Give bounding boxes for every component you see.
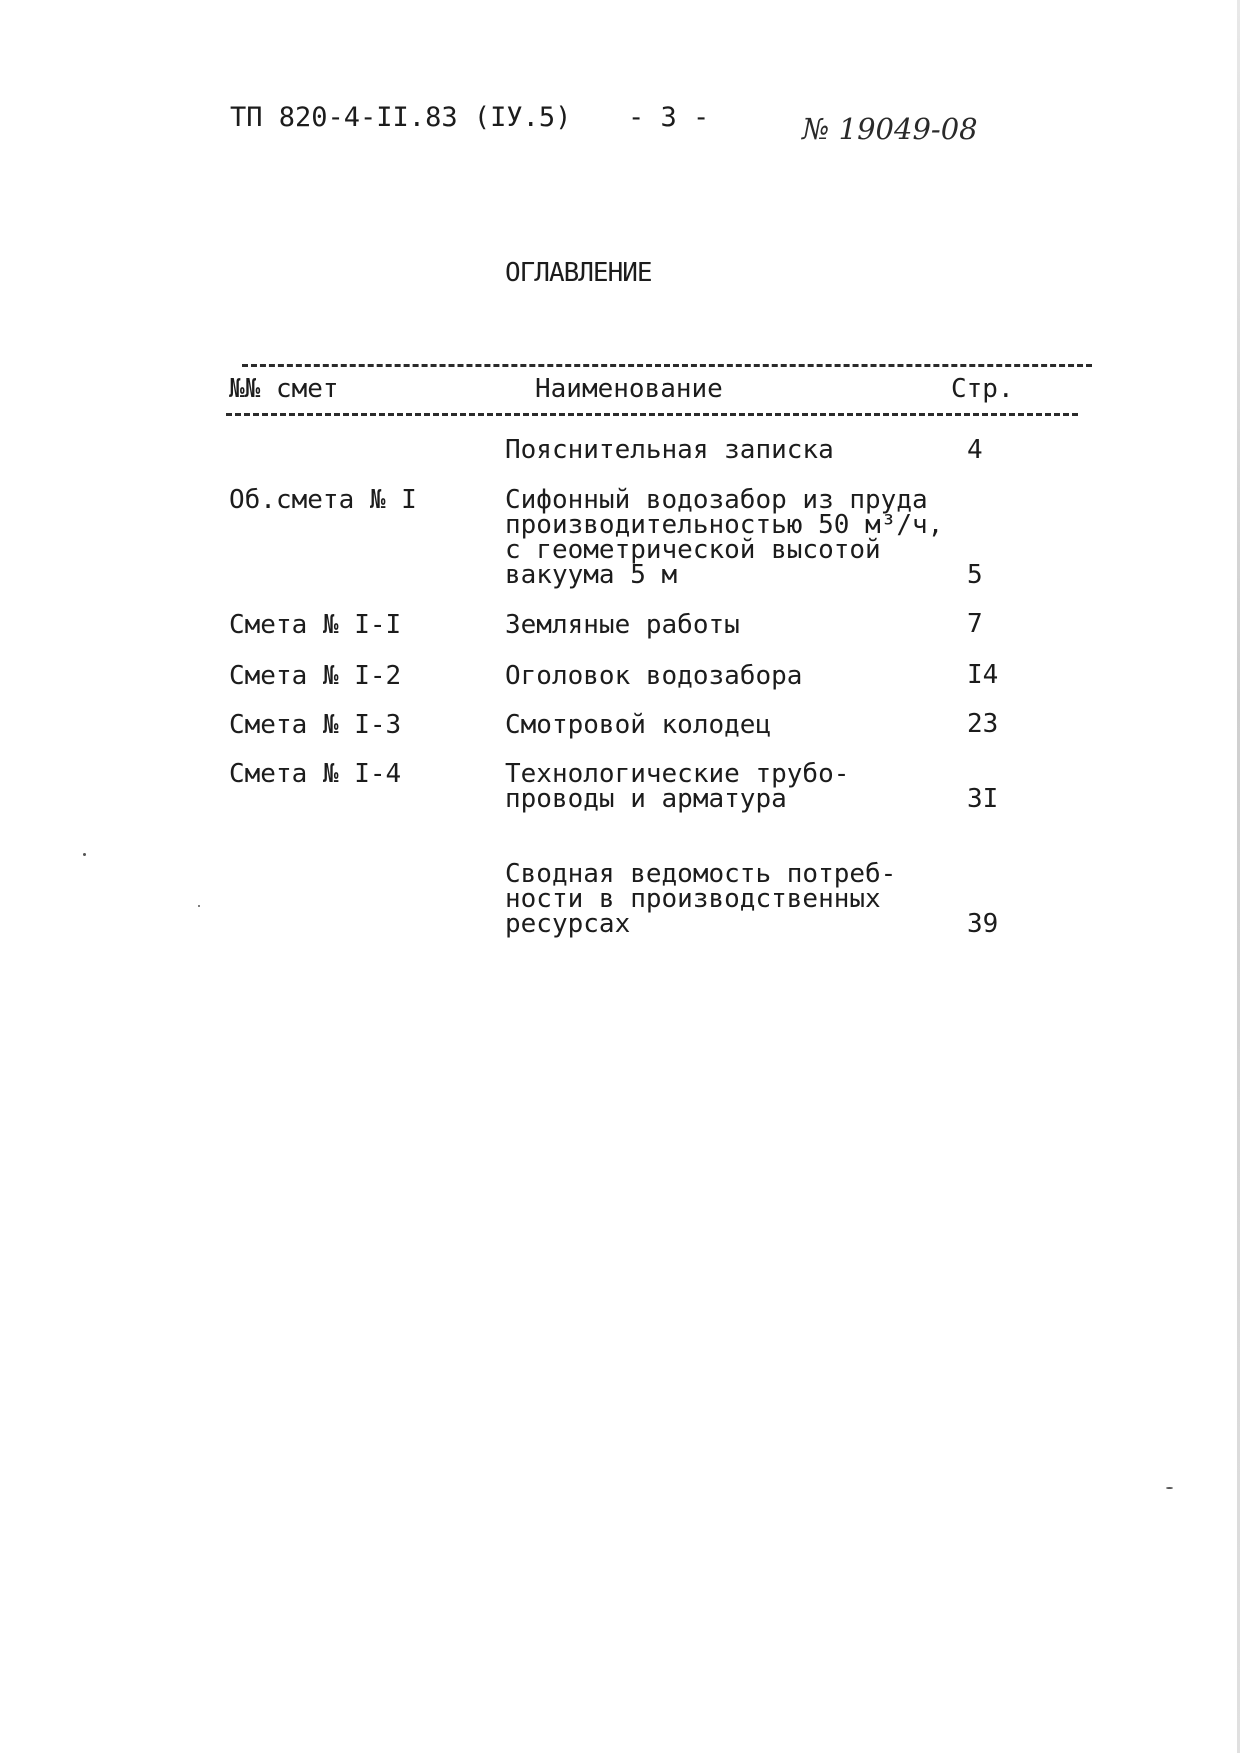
toc-row-code: Смета № I-4 xyxy=(229,759,402,789)
toc-row-page: 7 xyxy=(967,609,983,639)
toc-name-line: проводы и арматура xyxy=(505,784,787,814)
toc-row-page: 39 xyxy=(967,909,999,939)
toc-name-line: с геометрической высотой xyxy=(505,535,881,565)
toc-name-line: Земляные работы xyxy=(505,610,740,640)
toc-row-name xyxy=(505,435,834,465)
scan-speck xyxy=(198,905,200,907)
toc-row-name xyxy=(505,610,740,640)
toc-row-name xyxy=(505,859,897,939)
toc-name-line: Пояснительная записка xyxy=(505,435,834,465)
toc-row-code: Об.смета № I xyxy=(229,485,417,515)
toc-name-line: Сводная ведомость потреб- xyxy=(505,859,897,889)
toc-row-page: 3I xyxy=(967,784,999,814)
scan-speck xyxy=(1166,1487,1173,1489)
toc-name-line: ресурсах xyxy=(505,909,631,939)
toc-row-page: 5 xyxy=(967,560,983,590)
toc-row-code: Смета № I-3 xyxy=(229,710,402,740)
toc-row-name xyxy=(505,661,803,691)
toc-row-code: Смета № I-2 xyxy=(229,661,402,691)
toc-row-name xyxy=(505,485,944,590)
toc-name-line: производительностью 50 м³/ч, xyxy=(505,510,944,540)
toc-row-page: 23 xyxy=(967,709,999,739)
column-header-number: №№ смет xyxy=(229,374,339,404)
toc-name-line: Сифонный водозабор из пруда xyxy=(505,485,928,515)
toc-row-code: Смета № I-I xyxy=(229,610,402,640)
toc-name-line: Технологические трубо- xyxy=(505,759,850,789)
toc-name-line: ности в производственных xyxy=(505,884,881,914)
toc-row-page: I4 xyxy=(967,660,999,690)
column-header-name: Наименование xyxy=(535,374,723,404)
toc-row-page: 4 xyxy=(967,435,983,465)
document-code: ТП 820-4-II.83 (IУ.5) xyxy=(230,102,572,133)
scan-speck xyxy=(83,853,86,856)
toc-name-line: Оголовок водозабора xyxy=(505,661,803,691)
toc-row-name xyxy=(505,710,772,740)
table-top-rule xyxy=(242,364,1092,367)
toc-name-line: вакуума 5 м xyxy=(505,560,678,590)
handwritten-registration-number: № 19049-08 xyxy=(802,112,978,146)
toc-name-line: Смотровой колодец xyxy=(505,710,772,740)
column-header-page: Стр. xyxy=(951,374,1014,404)
page-number: - 3 - xyxy=(628,102,710,133)
table-header-rule xyxy=(226,413,1078,416)
toc-row-name xyxy=(505,759,850,814)
page-title: ОГЛАВЛЕНИЕ xyxy=(505,258,652,288)
